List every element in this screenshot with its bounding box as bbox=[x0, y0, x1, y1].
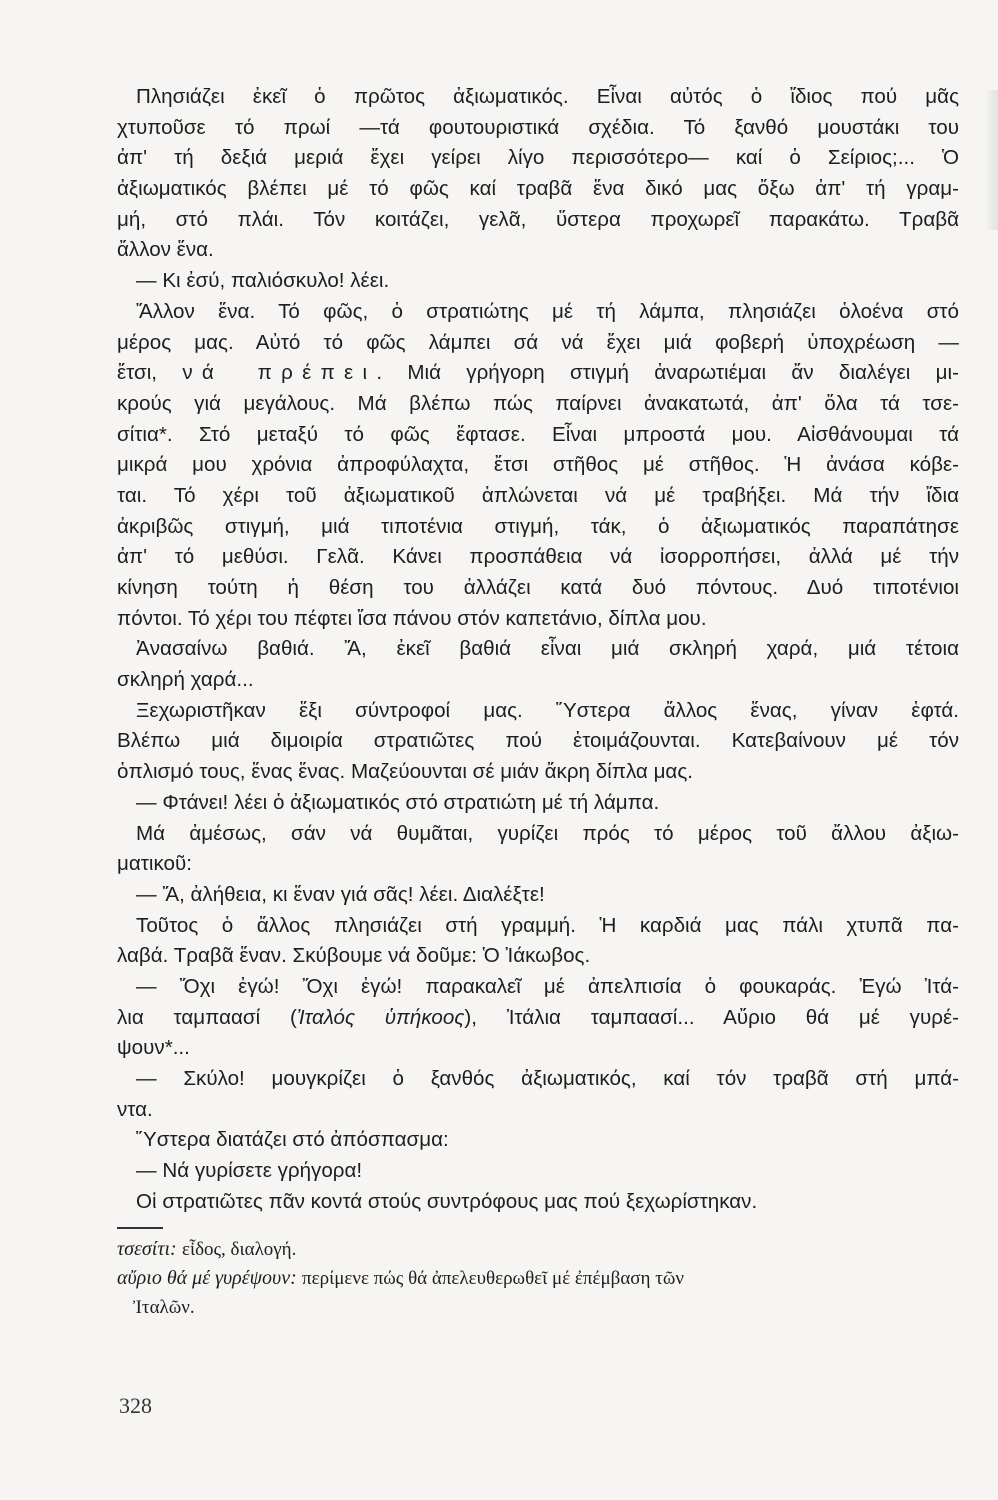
text-line: Ἀνασαίνω βαθιά. Ἄ, ἐκεῖ βαθιά εἶναι μιά σκληρή χαρά, μιά τέτοια bbox=[136, 637, 959, 661]
text-line: ψουν*... bbox=[117, 1036, 190, 1060]
text-line: Τοῦτος ὁ ἄλλος πλησιάζει στή γραμμή. Ἡ καρδιά μας πάλι χτυπᾶ πα- bbox=[136, 913, 959, 937]
text-line: ἄλλον ἕνα. bbox=[117, 238, 214, 262]
text-line: ται. Τό χέρι τοῦ ἀξιωματικοῦ ἁπλώνεται νά μέ τραβήξει. Μά τήν ἴδια bbox=[117, 483, 959, 507]
dialogue-line: — Ἄ, ἀλήθεια, κι ἕναν γιά σᾶς! λέει. Διαλέξτε! bbox=[136, 882, 545, 906]
footnote-term: αὔριο θά μέ γυρέψουν: bbox=[117, 1267, 297, 1290]
text-line: μή, στό πλάι. Τόν κοιτάζει, γελᾶ, ὕστερα προχωρεῖ παρακάτω. Τραβᾶ bbox=[117, 207, 959, 231]
text-fragment: ἔτσι, bbox=[117, 361, 158, 385]
text-line: σκληρή χαρά... bbox=[117, 668, 254, 692]
text-line: ὁπλισμό τους, ἕνας ἕνας. Μαζεύουνται σέ μιάν ἄκρη δίπλα μας. bbox=[117, 760, 693, 784]
text-line: λαβά. Τραβᾶ ἕναν. Σκύβουμε νά δοῦμε: Ὁ Ἰάκωβος. bbox=[117, 944, 591, 968]
text-line: σίτια*. Στό μεταξύ τό φῶς ἔφτασε. Εἶναι μπροστά μου. Αἰσθάνουμαι τά bbox=[117, 422, 959, 446]
text-line: ἀκριβῶς στιγμή, μιά τιποτένια στιγμή, τάκ, ὁ ἀξιωματικός παραπάτησε bbox=[117, 514, 959, 538]
text-line: κρούς γιά μεγάλους. Μά βλέπω πώς παίρνει ἀνακατωτά, ἀπ' ὅλα τά τσε- bbox=[117, 391, 959, 415]
text-line: Μά ἀμέσως, σάν νά θυμᾶται, γυρίζει πρός τό μέρος τοῦ ἄλλου ἀξιω- bbox=[136, 821, 959, 845]
text-line: ντα. bbox=[117, 1097, 153, 1121]
footnote-rule bbox=[117, 1227, 163, 1229]
dialogue-line: — Ὄχι ἐγώ! Ὄχι ἐγώ! παρακαλεῖ μέ ἀπελπισία ὁ φουκαράς. Ἐγώ Ἰτά- bbox=[136, 974, 959, 998]
italic-translation: Ἰταλός ὑπήκοος bbox=[296, 1005, 465, 1029]
emphasized-spaced-text: νά πρέπει bbox=[182, 361, 377, 385]
footnote-definition: εἶδος, διαλογή. bbox=[181, 1239, 297, 1261]
footnote-definition: περίμενε πώς θά ἀπελευθερωθεῖ μέ ἐπέμβαση τῶν bbox=[302, 1268, 684, 1290]
text-line: Πλησιάζει ἐκεῖ ὁ πρῶτος ἀξιωματικός. Εἶναι αὐτός ὁ ἴδιος πού μᾶς bbox=[136, 85, 959, 108]
text-line: Βλέπω μιά διμοιρία στρατιῶτες πού ἑτοιμάζουνται. Κατεβαίνουν μέ τόν bbox=[117, 729, 959, 753]
text-line: Ξεχωριστῆκαν ἕξι σύντροφοί μας. Ὕστερα ἄλλος ἕνας, γίναν ἑφτά. bbox=[136, 698, 959, 722]
text-line: ἀξιωματικός βλέπει μέ τό φῶς καί τραβᾶ ἕνα δικό μας ὄξω ἀπ' τή γραμ- bbox=[117, 177, 959, 201]
text-line: πόντοι. Τό χέρι του πέφτει ἴσα πάνου στόν καπετάνιο, δίπλα μου. bbox=[117, 606, 707, 630]
footnote bbox=[117, 1235, 959, 1264]
text-line-with-emphasis bbox=[117, 358, 959, 389]
text-line: ἀπ' τή δεξιά μεριά ἔχει γείρει λίγο περισσότερο— καί ὁ Σείριος;... Ὁ bbox=[117, 146, 959, 170]
dialogue-line: — Κι ἐσύ, παλιόσκυλο! λέει. bbox=[136, 269, 390, 293]
text-line: χτυποῦσε τό πρωί —τά φουτουριστικά σχέδια. Τό ξανθό μουστάκι του bbox=[117, 115, 959, 139]
text-fragment: λια ταμπαασί ( bbox=[117, 1005, 297, 1029]
footnote-term: τσεσίτι: bbox=[117, 1238, 177, 1261]
text-line: Οἱ στρατιῶτες πᾶν κοντά στούς συντρόφους μας πού ξεχωρίστηκαν. bbox=[136, 1189, 758, 1213]
text-line: μικρά μου χρόνια ἀπροφύλαχτα, ἔτσι στῆθος μέ στῆθος. Ἡ ἀνάσα κόβε- bbox=[117, 453, 959, 477]
text-line: μέρος μας. Αὐτό τό φῶς λάμπει σά νά ἔχει μιά φοβερή ὑποχρέωση — bbox=[117, 330, 959, 354]
dialogue-line: — Νά γυρίσετε γρήγορα! bbox=[136, 1159, 363, 1183]
text-line: Ἄλλον ἕνα. Τό φῶς, ὁ στρατιώτης μέ τή λάμπα, πλησιάζει ὁλοένα στό bbox=[136, 299, 959, 323]
text-line: κίνηση τούτη ἡ θέση του ἀλλάζει κατά δυό πόντους. Δυό τιποτένιοι bbox=[117, 576, 959, 599]
dialogue-line: — Σκύλο! μουγκρίζει ὁ ξανθός ἀξιωματικός, καί τόν τραβᾶ στή μπά- bbox=[136, 1067, 959, 1090]
text-line: ἀπ' τό μεθύσι. Γελᾶ. Κάνει προσπάθεια νά ἰσορροπήσει, ἀλλά μέ τήν bbox=[117, 545, 959, 569]
text-fragment: ), Ἰτάλια ταμπαασί... Αὔριο θά μέ γυρέ- bbox=[464, 1005, 959, 1029]
dialogue-line: — Φτάνει! λέει ὁ ἀξιωματικός στό στρατιώτη μέ τή λάμπα. bbox=[136, 790, 660, 814]
text-line: Ὕστερα διατάζει στό ἀπόσπασμα: bbox=[136, 1128, 449, 1152]
footnote-continuation bbox=[117, 1293, 959, 1322]
text-fragment: . Μιά γρήγορη στιγμή ἀναρωτιέμαι ἄν διαλέγει μι- bbox=[376, 361, 959, 385]
main-text bbox=[117, 82, 959, 1322]
text-line: ματικοῦ: bbox=[117, 852, 192, 876]
text-line-with-italic bbox=[117, 1003, 959, 1034]
page-number: 328 bbox=[119, 1393, 152, 1418]
footnote bbox=[117, 1264, 959, 1293]
footnote-definition-continued: Ἰταλῶν. bbox=[133, 1297, 195, 1319]
page-edge-shadow bbox=[984, 90, 998, 230]
